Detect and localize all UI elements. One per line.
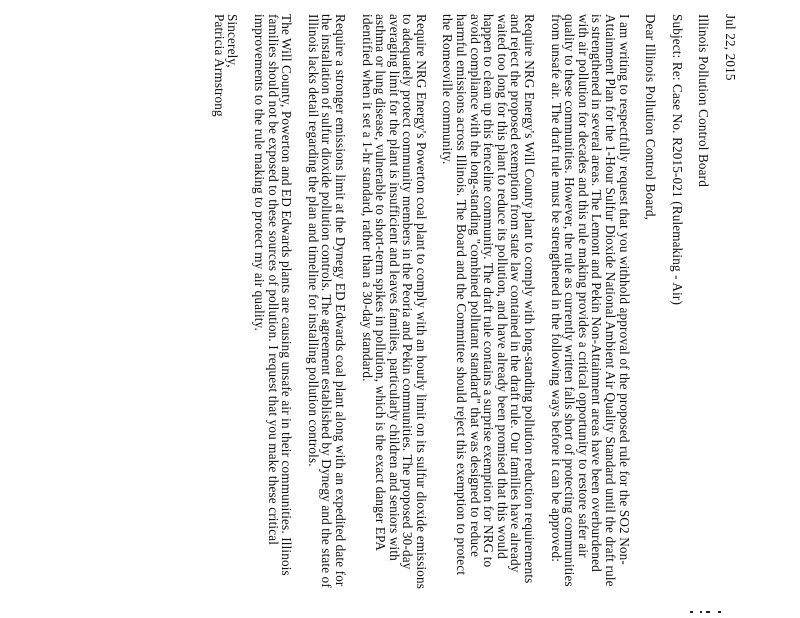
letter-greeting: Dear Illinois Pollution Control Board, xyxy=(643,14,659,221)
rotated-letter xyxy=(212,14,737,594)
letter-signature: Patricia Armstrong xyxy=(211,14,227,117)
letter-recipient: Illinois Pollution Control Board xyxy=(696,14,712,187)
scan-artifact-mark xyxy=(690,610,726,614)
letter-paragraph: The Will County, Powerton and ED Edwards plants are causing unsafe air in their communities. Illinois families should not be exposed to these sources of pollution. I request that you make these critical improvements to the rule making to protect my air quality. xyxy=(251,14,295,576)
letter-paragraph: Require NRG Energy's Powerton coal plant to comply with an hourly limit on its sulfur dioxide emissions to adequately protect community members in the Peoria and Pekin communities. The proposed 30-day averaging limit for the plant is insufficient and leaves families, particularly children and seniors with asthma or lung disease, vulnerable to short-term spikes in pollution, which is the exact danger EPA identified when it set a 1-hr standard, rather than a 30-day standard. xyxy=(359,14,429,590)
letter-closing: Sincerely, xyxy=(225,14,241,68)
letter-subject: Subject: Re: Case No. R2015-021 (Rulemaking - Air) xyxy=(669,14,685,305)
letter-paragraph: I am writing to respectfully request that you withhold approval of the proposed rule for the SO2 Non-Attainment Plan for the 1-Hour Sulfur Dioxide National Ambient Air Quality Standard until the draft rule is strengthened in several areas. The Lemont and Pekin Non-Attainment areas have been overburdened with air pollution for decades and this rule making provides a critical opportunity to restore safer air quality to these communities. However, the rule as currently written falls short of protecting communities from unsafe air. The draft rule must be strengthened in the following ways before it can be approved: xyxy=(548,14,632,587)
letter-date: Jul 22, 2015 xyxy=(723,14,738,81)
letter-paragraph: Require NRG Energy's Will County plant to comply with long-standing pollution reduction requirements and reject the proposed exemption from state law contained in the draft rule. Our families have already waited too long for this plant to reduce its pollution, and have already been promised that this would happen to clean up this fenceline community. The draft rule contains a surprise exemption for NRG to avoid compliance with the long-standing "combined pollutant standard" that was designed to reduce harmful emissions across Illinois. The Board and the Committee should reject this exemption to protect the Romeoville community. xyxy=(440,14,538,584)
letter-paragraph: Require a stronger emissions limit at the Dynegy ED Edwards coal plant along with an expedited date for the installation of sulfur dioxide pollution controls. The agreement established by Dynegy and the state of Illinois lacks detail regarding the plan and timeline for installing pollution controls. xyxy=(305,14,348,588)
